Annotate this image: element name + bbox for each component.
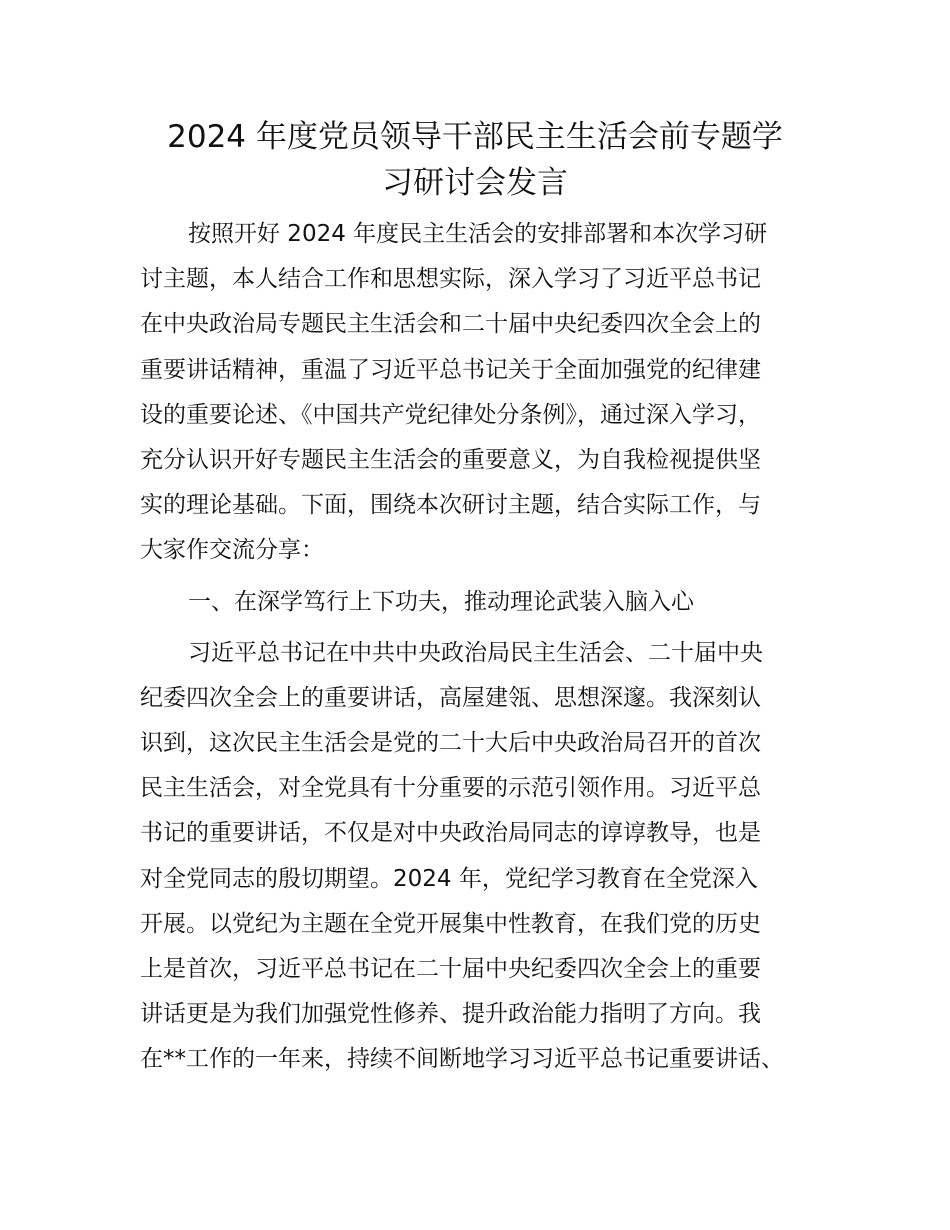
section-heading: 一、在深学笃行上下功夫，推动理论武装入脑入心 [188, 588, 694, 615]
paragraph-line: 对全党同志的殷切期望。2024 年，党纪学习教育在全党深入 [140, 865, 758, 892]
paragraph-line: 讲话更是为我们加强党性修养、提升政治能力指明了方向。我 [140, 1001, 761, 1028]
paragraph-line: 在**工作的一年来，持续不间断地学习习近平总书记重要讲话、 [140, 1046, 784, 1073]
paragraph-line: 实的理论基础。下面，围绕本次研讨主题，结合实际工作，与 [140, 492, 761, 519]
paragraph-section-1 [140, 631, 820, 1083]
paragraph-line: 习近平总书记在中共中央政治局民主生活会、二十届中央 [188, 639, 763, 666]
paragraph-line: 大家作交流分享： [140, 537, 324, 564]
title-line: 习研讨会发言 [382, 165, 568, 201]
paragraph-line: 上是首次，习近平总书记在二十届中央纪委四次全会上的重要 [140, 956, 761, 982]
paragraph-line: 在中央政治局专题民主生活会和二十届中央纪委四次全会上的 [140, 311, 761, 338]
title-line: 2024 年度党员领导干部民主生活会前专题学 [167, 119, 783, 155]
paragraph-line: 按照开好 2024 年度民主生活会的安排部署和本次学习研 [188, 221, 768, 247]
paragraph-line: 民主生活会，对全党具有十分重要的示范引领作用。习近平总 [140, 775, 761, 802]
paragraph-line: 开展。以党纪为主题在全党开展集中性教育，在我们党的历史 [140, 910, 761, 937]
document-body [140, 212, 820, 1083]
paragraph-line: 纪委四次全会上的重要讲话，高屋建瓴、思想深邃。我深刻认 [140, 684, 761, 711]
paragraph-line: 书记的重要讲话，不仅是对中央政治局同志的谆谆教导，也是 [140, 820, 761, 847]
paragraph-intro [140, 212, 820, 574]
paragraph-line: 识到，这次民主生活会是党的二十大后中央政治局召开的首次 [140, 730, 761, 757]
paragraph-line: 讨主题，本人结合工作和思想实际，深入学习了习近平总书记 [140, 266, 761, 293]
paragraph-line: 设的重要论述、《中国共产党纪律处分条例》，通过深入学习， [140, 401, 761, 428]
paragraph-line: 重要讲话精神，重温了习近平总书记关于全面加强党的纪律建 [140, 356, 761, 383]
document-title [140, 114, 810, 206]
paragraph-line: 充分认识开好专题民主生活会的重要意义，为自我检视提供坚 [140, 446, 761, 473]
